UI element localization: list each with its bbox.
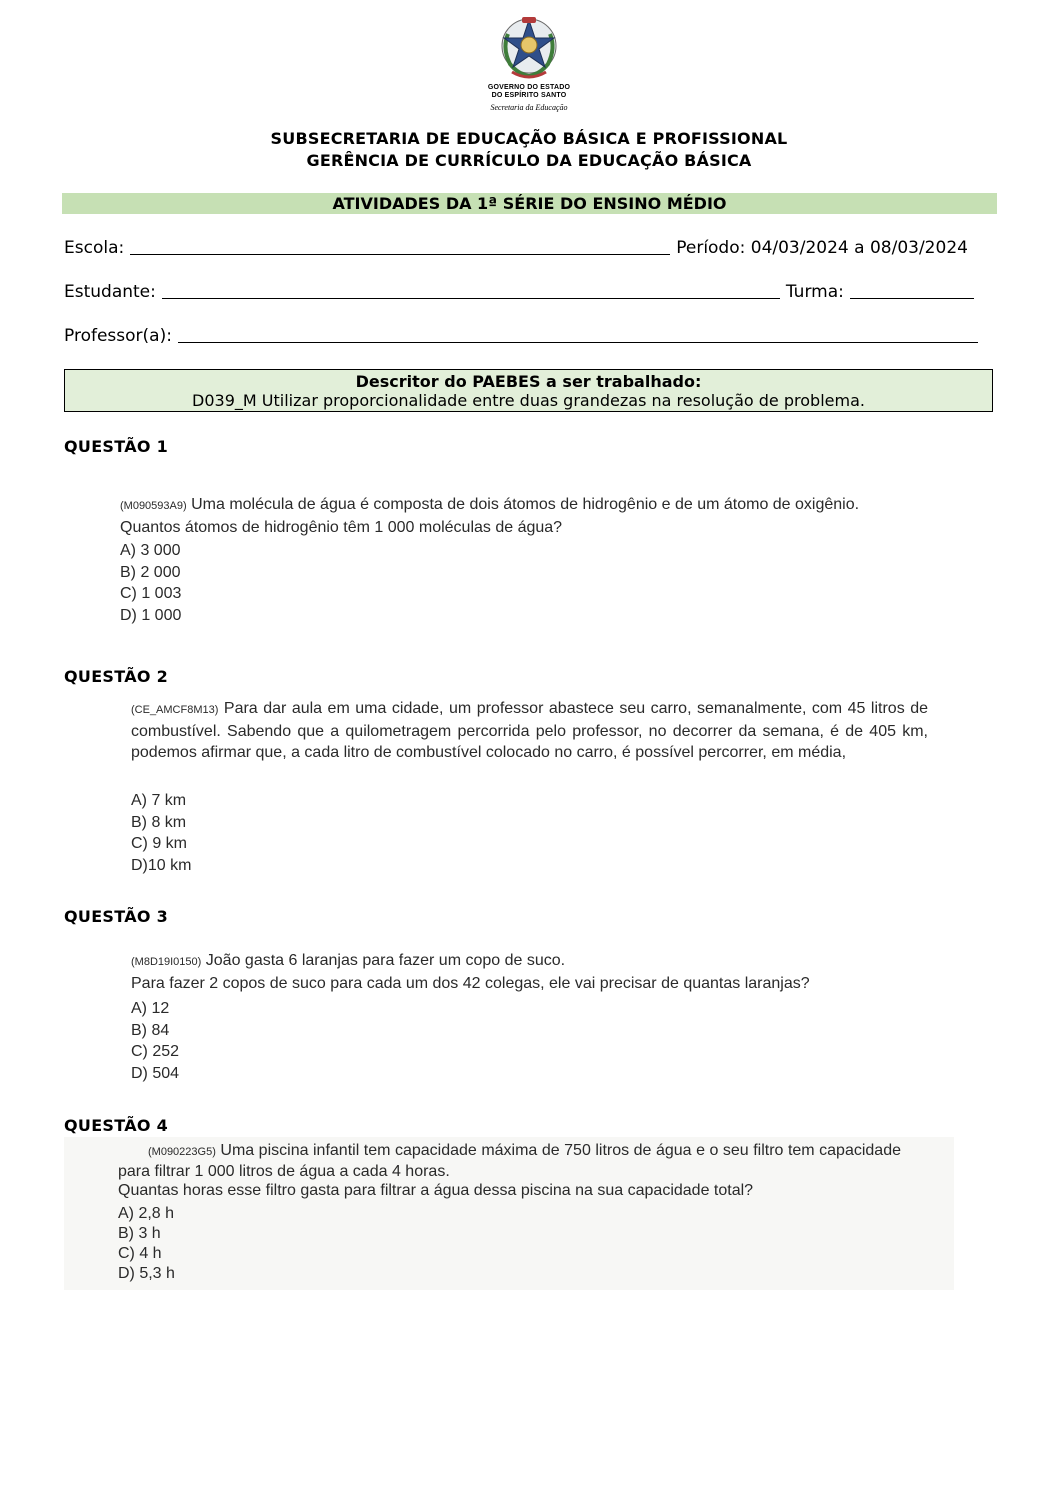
title-line-1: SUBSECRETARIA DE EDUCAÇÃO BÁSICA E PROFISSIONAL: [270, 129, 788, 148]
question-3-heading: QUESTÃO 3: [64, 907, 169, 926]
option-a[interactable]: A) 12: [131, 1000, 170, 1017]
option-c[interactable]: C) 9 km: [131, 835, 187, 852]
option-c[interactable]: C) 252: [131, 1043, 180, 1060]
question-4-text: [118, 1141, 901, 1182]
estudante-input-line[interactable]: [162, 284, 780, 299]
option-d[interactable]: D) 504: [131, 1064, 180, 1082]
estudante-label: Estudante:: [64, 282, 156, 302]
option-a[interactable]: A) 7 km: [131, 792, 187, 809]
option-c[interactable]: C) 1 003: [120, 585, 182, 602]
question-3-code: (M8D19I0150): [131, 956, 202, 968]
question-4-body: Uma piscina infantil tem capacidade máxima de 750 litros de água e o seu filtro tem capacidade para filtrar 1 000 litros de água a cada 4 horas.: [118, 1142, 901, 1180]
option-b[interactable]: B) 8 km: [131, 813, 187, 831]
question-2-text: [131, 698, 928, 763]
secretaria-label: Secretaria da Educação: [490, 103, 568, 112]
question-1-text: [120, 494, 940, 538]
question-4-heading: QUESTÃO 4: [64, 1116, 169, 1135]
question-2-heading: QUESTÃO 2: [64, 667, 169, 686]
activity-banner: ATIVIDADES DA 1ª SÉRIE DO ENSINO MÉDIO: [62, 193, 997, 214]
professor-row: [64, 326, 994, 346]
option-a[interactable]: A) 3 000: [120, 542, 181, 559]
option-b[interactable]: B) 84: [131, 1021, 170, 1039]
turma-label: Turma:: [785, 282, 844, 302]
option-b[interactable]: B) 2 000: [120, 563, 181, 581]
option-d[interactable]: D)10 km: [131, 856, 192, 874]
question-4-options: [118, 1204, 175, 1284]
estudante-row: [64, 282, 994, 302]
periodo-label: Período: 04/03/2024 a 08/03/2024: [676, 238, 968, 258]
question-4-code: (M090223G5): [148, 1146, 216, 1158]
question-3-line-1: João gasta 6 laranjas para fazer um copo de suco.: [201, 952, 566, 969]
option-a[interactable]: A) 2,8 h: [118, 1205, 175, 1222]
question-2-body: Para dar aula em uma cidade, um professor abastece seu carro, semanalmente, com 45 litros de combustível. Sabendo que a quilometragem percorrida pelo professor, no decorrer da semana, é de 405 km, podemos afirmar que, a cada litro de combustível colocado no carro, é possível percorrer, em média,: [131, 700, 928, 761]
question-3-text: [131, 950, 931, 994]
question-1-line-1: Uma molécula de água é composta de dois átomos de hidrogênio e de um átomo de oxigênio.: [186, 496, 860, 513]
question-1-heading: QUESTÃO 1: [64, 437, 169, 456]
option-d[interactable]: D) 1 000: [120, 606, 182, 624]
gov-line-2: DO ESPÍRITO SANTO: [491, 92, 567, 99]
option-c[interactable]: C) 4 h: [118, 1245, 162, 1262]
question-1-code: (M090593A9): [120, 500, 187, 512]
escola-label: Escola:: [64, 238, 125, 258]
question-3-options: [131, 998, 179, 1084]
question-3-line-2: Para fazer 2 copos de suco para cada um dos 42 colegas, ele vai precisar de quantas laranjas?: [131, 975, 810, 992]
question-2-code: (CE_AMCF8M13): [131, 704, 219, 716]
state-seal-logo: [498, 14, 560, 82]
question-4-line-2: Quantas horas esse filtro gasta para filtrar a água dessa piscina na sua capacidade total?: [118, 1182, 754, 1199]
turma-input-line[interactable]: [850, 284, 974, 299]
escola-row: [64, 238, 994, 258]
descritor-title: Descritor do PAEBES a ser trabalhado:: [355, 372, 702, 391]
option-d[interactable]: D) 5,3 h: [118, 1265, 175, 1282]
escola-input-line[interactable]: [130, 240, 670, 255]
title-line-2: GERÊNCIA DE CURRÍCULO DA EDUCAÇÃO BÁSICA: [306, 151, 752, 170]
descritor-box: [64, 369, 993, 412]
descritor-text: D039_M Utilizar proporcionalidade entre duas grandezas na resolução de problema.: [192, 391, 865, 410]
option-b[interactable]: B) 3 h: [118, 1225, 161, 1242]
question-2-options: [131, 790, 191, 876]
question-1-line-2: Quantos átomos de hidrogênio têm 1 000 moléculas de água?: [120, 519, 563, 536]
professor-input-line[interactable]: [178, 328, 978, 343]
question-1-options: [120, 540, 181, 626]
professor-label: Professor(a):: [64, 326, 172, 346]
gov-line-1: GOVERNO DO ESTADO: [487, 84, 571, 91]
